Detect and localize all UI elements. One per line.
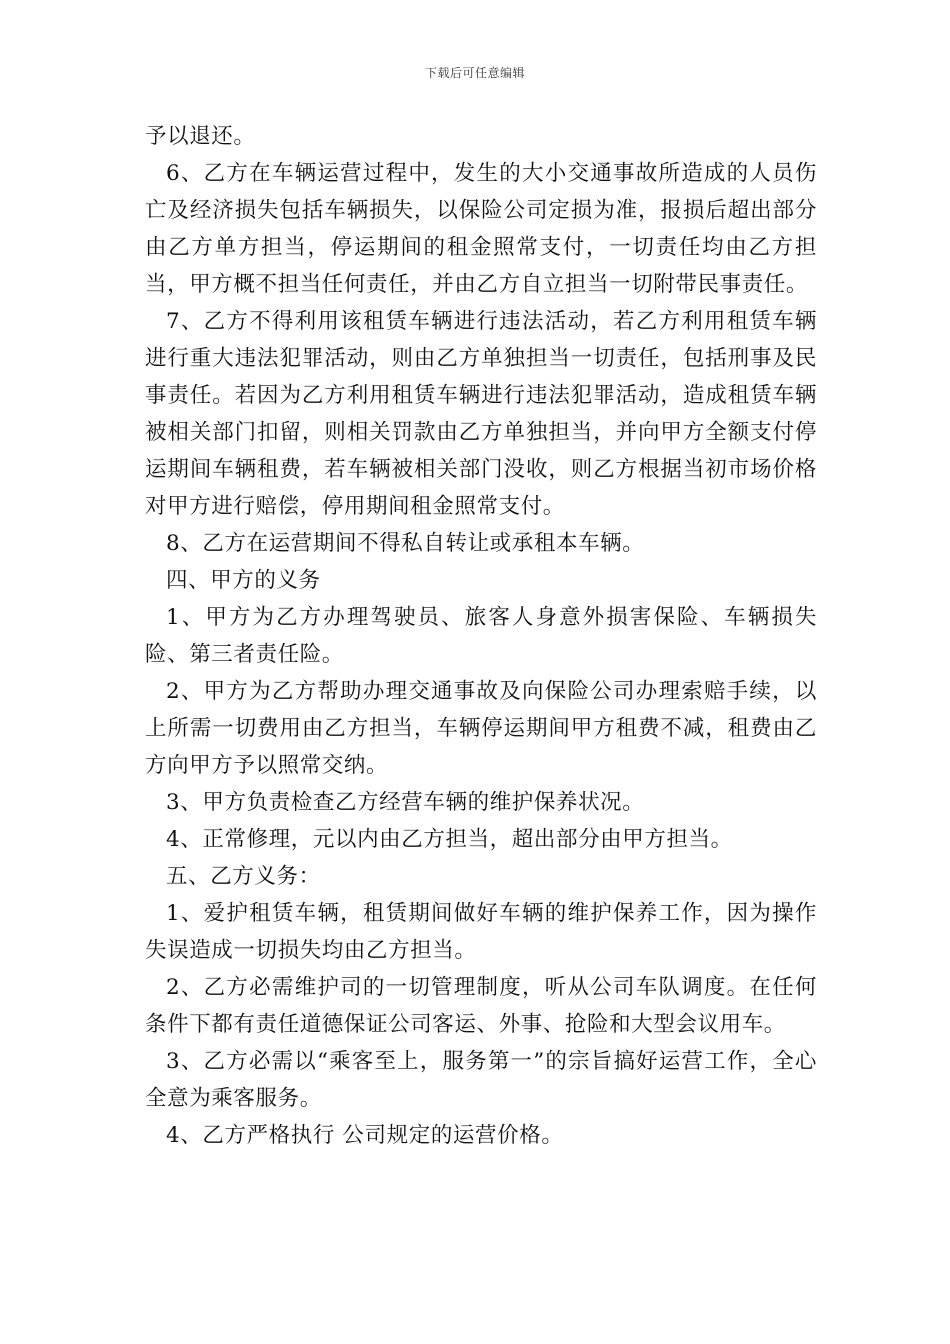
- clause-8: 8、乙方在运营期间不得私自转让或承租本车辆。: [166, 531, 645, 556]
- party-b-clause-3: 3、乙方必需以“乘客至上，服务第一”的宗旨搞好运营工作，全心全意为乘客服务。: [145, 1049, 817, 1111]
- party-a-clause-1: 1、甲方为乙方办理驾驶员、旅客人身意外损害保险、车辆损失险、第三者责任险。: [145, 605, 817, 667]
- section-heading-party-a-obligations: 四、甲方的义务: [166, 568, 321, 593]
- party-b-clause-1: 1、爱护租赁车辆，租赁期间做好车辆的维护保养工作，因为操作失误造成一切损失均由乙方担当。: [145, 901, 817, 963]
- party-a-clause-4: 4、正常修理，元以内由乙方担当，超出部分由甲方担当。: [166, 827, 733, 852]
- party-a-clause-2: 2、甲方为乙方帮助办理交通事故及向保险公司办理索赔手续，以上所需一切费用由乙方担当，车辆停运期间甲方租费不减，租费由乙方向甲方予以照常交纳。: [145, 679, 817, 778]
- clause-7: 7、乙方不得利用该租赁车辆进行违法活动，若乙方利用租赁车辆进行重大违法犯罪活动，则由乙方单独担当一切责任，包括刑事及民事责任。若因为乙方利用租赁车辆进行违法犯罪活动，造成租赁车辆被相关部门扣留，则相关罚款由乙方单独担当，并向甲方全额支付停运期间车辆租费，若车辆被相关部门没收，则乙方根据当初市场价格对甲方进行赔偿，停用期间租金照常支付。: [145, 309, 817, 519]
- party-a-clause-3: 3、甲方负责检查乙方经营车辆的维护保养状况。: [166, 790, 645, 815]
- party-b-clause-4: 4、乙方严格执行 公司规定的运营价格。: [166, 1123, 564, 1148]
- party-b-clause-2: 2、乙方必需维护司的一切管理制度，听从公司车队调度。在任何条件下都有责任道德保证公司客运、外事、抢险和大型会议用车。: [145, 975, 817, 1037]
- document-body: [145, 118, 817, 1154]
- section-heading-party-b-obligations: 五、乙方义务：: [166, 864, 321, 889]
- clause-6: 6、乙方在车辆运营过程中，发生的大小交通事故所造成的人员伤亡及经济损失包括车辆损失，以保险公司定损为准，报损后超出部分由乙方单方担当，停运期间的租金照常支付，一切责任均由乙方担当，甲方概不担当任何责任，并由乙方自立担当一切附带民事责任。: [145, 161, 817, 297]
- page-header: 下载后可任意编辑: [424, 66, 525, 80]
- paragraph-continuation: 予以退还。: [145, 124, 256, 149]
